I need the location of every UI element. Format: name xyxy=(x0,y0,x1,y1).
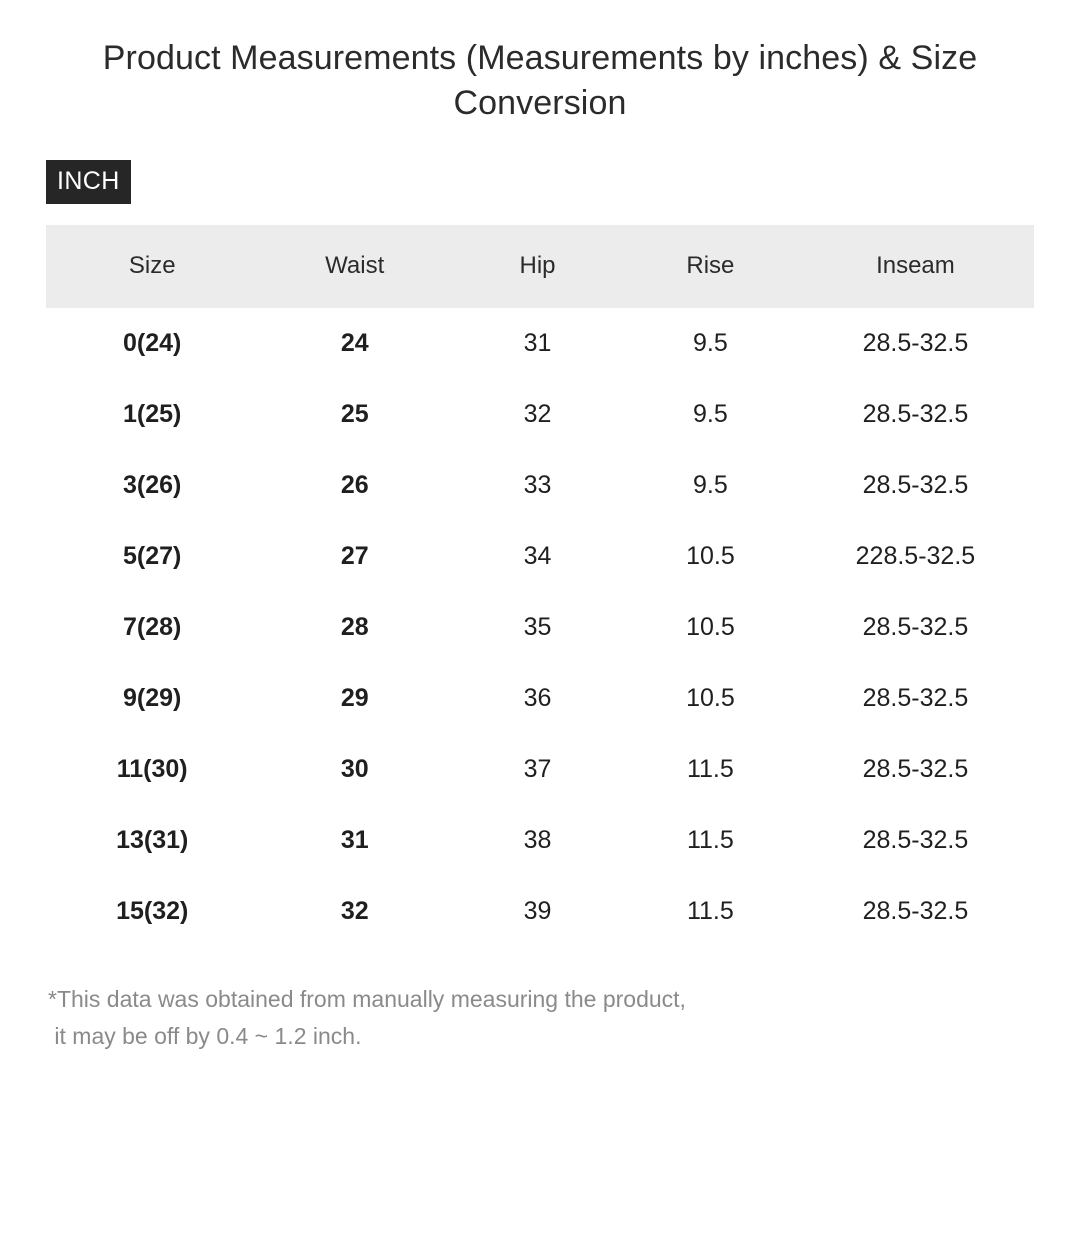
cell-waist: 31 xyxy=(340,826,369,855)
cell-hip: 39 xyxy=(523,897,552,926)
table-row xyxy=(46,308,1034,379)
column-header-hip: Hip xyxy=(519,252,556,280)
table-row xyxy=(46,521,1034,592)
footnote xyxy=(48,981,1008,1055)
cell-rise: 10.5 xyxy=(686,542,735,571)
cell-hip: 34 xyxy=(523,542,552,571)
column-header-inseam: Inseam xyxy=(876,252,955,280)
footnote-line-2: it may be off by 0.4 ~ 1.2 inch. xyxy=(48,1023,362,1050)
cell-hip: 38 xyxy=(523,826,552,855)
cell-rise: 9.5 xyxy=(693,329,728,358)
cell-waist: 26 xyxy=(340,471,369,500)
table-header xyxy=(46,225,1034,308)
table-body xyxy=(46,308,1034,947)
page-title: Product Measurements (Measurements by inches) & Size Conversion xyxy=(102,39,978,123)
cell-hip: 36 xyxy=(523,684,552,713)
column-header-size: Size xyxy=(128,252,176,280)
cell-size: 0(24) xyxy=(123,329,182,358)
table-row xyxy=(46,876,1034,947)
cell-size: 1(25) xyxy=(123,400,182,429)
cell-size: 9(29) xyxy=(123,684,182,713)
cell-inseam: 28.5-32.5 xyxy=(862,897,969,926)
cell-size: 11(30) xyxy=(116,755,188,784)
table-row xyxy=(46,734,1034,805)
cell-inseam: 28.5-32.5 xyxy=(862,613,969,642)
cell-rise: 9.5 xyxy=(693,400,728,429)
cell-inseam: 28.5-32.5 xyxy=(862,471,969,500)
cell-inseam: 28.5-32.5 xyxy=(862,684,969,713)
table-row xyxy=(46,663,1034,734)
cell-size: 3(26) xyxy=(123,471,182,500)
table-row xyxy=(46,379,1034,450)
cell-inseam: 28.5-32.5 xyxy=(862,400,969,429)
table-header-row xyxy=(46,225,1034,308)
cell-waist: 27 xyxy=(340,542,369,571)
cell-rise: 10.5 xyxy=(686,613,735,642)
table-row xyxy=(46,592,1034,663)
cell-waist: 30 xyxy=(340,755,369,784)
cell-rise: 11.5 xyxy=(686,826,734,855)
cell-hip: 37 xyxy=(523,755,552,784)
table-row xyxy=(46,450,1034,521)
unit-badge: INCH xyxy=(46,160,131,204)
cell-waist: 24 xyxy=(340,329,369,358)
cell-rise: 9.5 xyxy=(693,471,728,500)
cell-rise: 11.5 xyxy=(686,755,734,784)
unit-badge-row xyxy=(46,160,1080,204)
cell-inseam: 28.5-32.5 xyxy=(862,329,969,358)
cell-size: 15(32) xyxy=(116,897,189,926)
cell-waist: 25 xyxy=(340,400,369,429)
cell-size: 5(27) xyxy=(123,542,182,571)
cell-rise: 10.5 xyxy=(686,684,735,713)
cell-hip: 35 xyxy=(523,613,552,642)
footnote-line-1: *This data was obtained from manually measuring the product, xyxy=(48,986,686,1013)
cell-inseam: 28.5-32.5 xyxy=(862,826,969,855)
cell-hip: 32 xyxy=(523,400,552,429)
cell-inseam: 228.5-32.5 xyxy=(855,542,976,571)
size-chart-page xyxy=(0,36,1080,1243)
cell-waist: 32 xyxy=(340,897,369,926)
cell-waist: 29 xyxy=(340,684,369,713)
column-header-rise: Rise xyxy=(686,252,735,280)
table-row xyxy=(46,805,1034,876)
cell-hip: 31 xyxy=(523,329,552,358)
column-header-waist: Waist xyxy=(325,252,385,280)
cell-size: 13(31) xyxy=(116,826,189,855)
cell-hip: 33 xyxy=(523,471,552,500)
size-measurements-table xyxy=(46,225,1034,947)
cell-inseam: 28.5-32.5 xyxy=(862,755,969,784)
cell-rise: 11.5 xyxy=(686,897,734,926)
cell-size: 7(28) xyxy=(123,613,182,642)
cell-waist: 28 xyxy=(340,613,369,642)
